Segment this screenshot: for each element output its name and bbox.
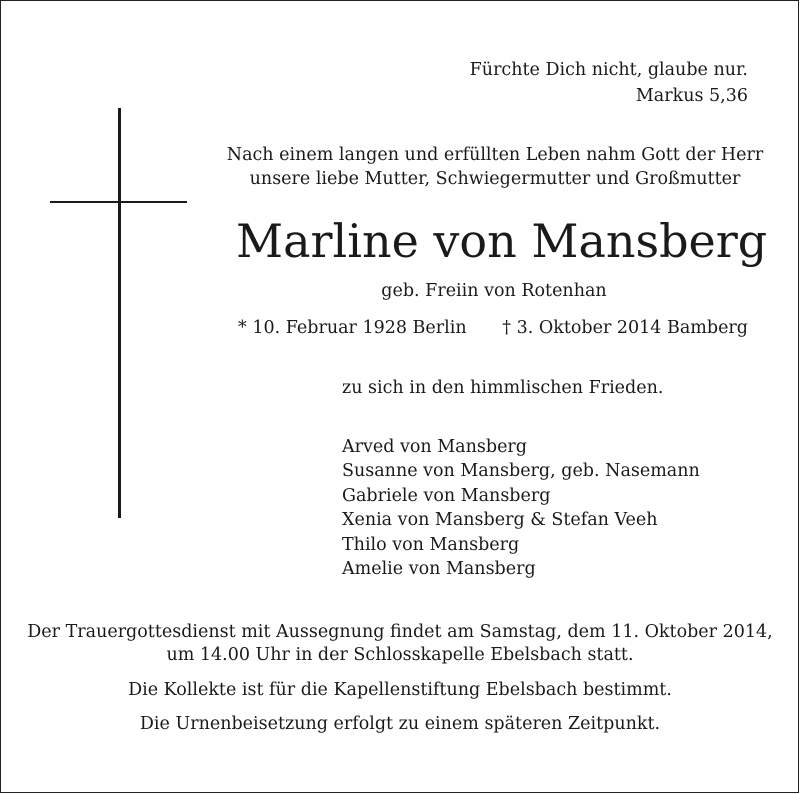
- bible-verse-reference: Markus 5,36: [635, 86, 748, 106]
- collection-note: Die Kollekte ist für die Kapellenstiftung Ebelsbach bestimmt.: [128, 680, 672, 700]
- mourner-name: Xenia von Mansberg & Stefan Veeh: [342, 510, 658, 530]
- urn-burial-note: Die Urnenbeisetzung erfolgt zu einem späteren Zeitpunkt.: [139, 714, 661, 734]
- service-line-1: Der Trauergottesdienst mit Aussegnung findet am Samstag, dem 11. Oktober 2014,: [27, 622, 773, 642]
- mourner-name: Thilo von Mansberg: [342, 535, 520, 555]
- service-line-2: um 14.00 Uhr in der Schlosskapelle Ebelsbach statt.: [166, 645, 634, 665]
- intro-line-2: unsere liebe Mutter, Schwiegermutter und Großmutter: [249, 169, 741, 189]
- maiden-name: geb. Freiin von Rotenhan: [381, 281, 607, 301]
- mourner-name: Arved von Mansberg: [342, 437, 527, 457]
- intro-line-1: Nach einem langen und erfüllten Leben nahm Gott der Herr: [226, 145, 764, 165]
- peace-line: zu sich in den himmlischen Frieden.: [342, 378, 664, 398]
- deceased-name: Marline von Mansberg: [236, 214, 768, 268]
- cross-icon-horizontal: [50, 201, 187, 203]
- bible-verse: Fürchte Dich nicht, glaube nur.: [469, 60, 748, 80]
- cross-icon-vertical: [118, 108, 121, 518]
- death-date: † 3. Oktober 2014 Bamberg: [502, 318, 748, 338]
- birth-date: * 10. Februar 1928 Berlin: [238, 318, 467, 338]
- mourner-name: Susanne von Mansberg, geb. Nasemann: [342, 461, 700, 481]
- mourner-name: Gabriele von Mansberg: [342, 486, 551, 506]
- mourner-name: Amelie von Mansberg: [342, 559, 536, 579]
